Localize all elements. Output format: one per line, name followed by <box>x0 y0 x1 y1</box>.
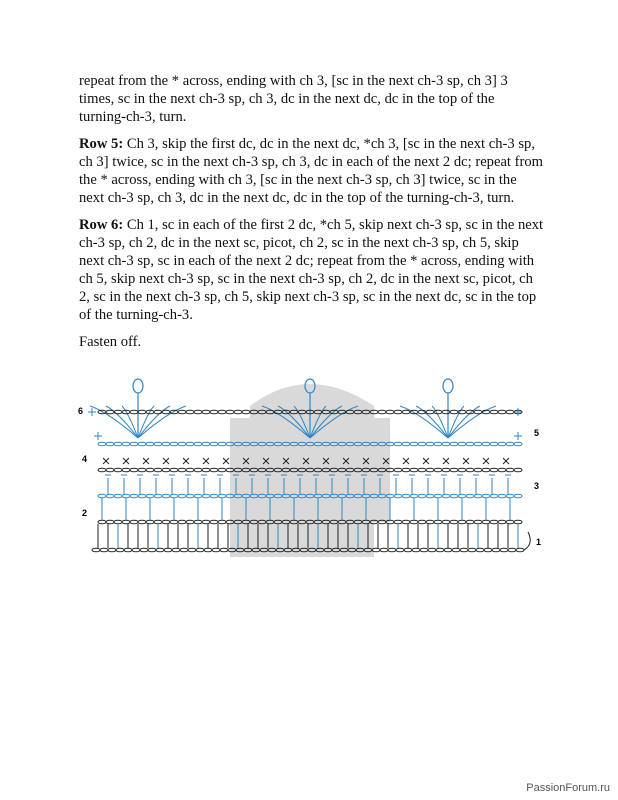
chain-stitch <box>410 410 418 414</box>
chain-stitch <box>154 520 162 524</box>
chain-stitch <box>500 548 508 552</box>
chain-stitch <box>194 468 202 472</box>
chain-stitch <box>202 494 210 498</box>
chain-stitch <box>130 494 138 498</box>
chain-stitch <box>418 494 426 498</box>
chain-stitch <box>516 548 524 552</box>
chain-stitch <box>106 520 114 524</box>
chain-stitch <box>468 548 476 552</box>
chain-stitch <box>220 548 228 552</box>
chain-stitch <box>460 548 468 552</box>
chain-stitch <box>170 520 178 524</box>
chain-stitch <box>434 410 442 414</box>
chain-stitch <box>162 520 170 524</box>
chain-stitch <box>162 494 170 498</box>
double-crochet <box>425 475 431 494</box>
paragraph-text: Ch 3, skip the first dc, dc in the next dc, *ch 3, [sc in the next ch-3 sp, ch 3] twice, sc in the next ch-3 sp, ch 3, dc in each of the next 2 dc; repeat from the * across, ending with ch 3, [sc in the next ch-3 sp, ch 3] twice, sc in the next ch-3 sp, ch 3, dc in the next dc, dc in the top of the turning-ch-3, turn. <box>79 136 543 206</box>
chain-stitch <box>180 548 188 552</box>
double-crochet <box>409 475 415 494</box>
chain-stitch <box>498 442 506 446</box>
row-label: Row 6: <box>79 217 124 233</box>
chain-stitch <box>506 442 514 446</box>
chain-stitch <box>474 494 482 498</box>
single-crochet <box>463 458 469 464</box>
pattern-text <box>79 72 544 360</box>
chain-stitch <box>418 520 426 524</box>
chain-stitch <box>186 410 194 414</box>
chain-stitch <box>506 410 514 414</box>
chain-stitch <box>466 442 474 446</box>
chain-stitch <box>452 548 460 552</box>
chain-stitch <box>410 468 418 472</box>
chain-stitch <box>474 442 482 446</box>
chain-stitch <box>106 410 114 414</box>
chain-stitch <box>418 442 426 446</box>
chain-stitch <box>196 548 204 552</box>
single-crochet <box>88 408 96 416</box>
chain-stitch <box>450 468 458 472</box>
chain-stitch <box>442 410 450 414</box>
chain-stitch <box>98 520 106 524</box>
chain-stitch <box>178 442 186 446</box>
crochet-chart-svg <box>78 372 548 562</box>
chain-stitch <box>410 442 418 446</box>
chain-stitch <box>92 548 100 552</box>
single-crochet <box>503 458 509 464</box>
crochet-chart <box>78 372 548 562</box>
chain-stitch <box>146 442 154 446</box>
single-crochet <box>123 458 129 464</box>
row-number-label: 5 <box>534 428 540 438</box>
single-crochet <box>423 458 429 464</box>
turning-chain <box>524 532 530 550</box>
chain-stitch <box>210 520 218 524</box>
chain-stitch <box>130 468 138 472</box>
chain-stitch <box>458 442 466 446</box>
chain-stitch <box>476 548 484 552</box>
chain-stitch <box>498 520 506 524</box>
chain-stitch <box>474 468 482 472</box>
chain-stitch <box>466 468 474 472</box>
chain-stitch <box>402 468 410 472</box>
chain-stitch <box>146 468 154 472</box>
double-crochet <box>121 475 127 494</box>
row-number-label: 1 <box>536 537 542 547</box>
chain-stitch <box>202 410 210 414</box>
chain-stitch <box>380 548 388 552</box>
chain-stitch <box>194 494 202 498</box>
double-crochet <box>153 475 159 494</box>
chain-stitch <box>138 520 146 524</box>
paragraph-row-5 <box>79 135 544 207</box>
chain-stitch <box>506 494 514 498</box>
chain-stitch <box>114 468 122 472</box>
chain-stitch <box>426 468 434 472</box>
chain-stitch <box>204 548 212 552</box>
single-crochet <box>483 458 489 464</box>
chain-stitch <box>212 548 220 552</box>
chain-stitch <box>202 468 210 472</box>
chain-stitch <box>156 548 164 552</box>
chain-stitch <box>218 468 226 472</box>
chain-stitch <box>434 520 442 524</box>
chain-stitch <box>498 468 506 472</box>
chain-stitch <box>434 468 442 472</box>
chain-stitch <box>426 494 434 498</box>
chain-stitch <box>482 442 490 446</box>
chain-stitch <box>466 494 474 498</box>
chain-stitch <box>210 494 218 498</box>
chain-stitch <box>106 494 114 498</box>
chain-stitch <box>188 548 196 552</box>
chain-stitch <box>514 494 522 498</box>
chain-stitch <box>106 468 114 472</box>
chain-stitch <box>490 410 498 414</box>
chain-stitch <box>402 494 410 498</box>
chain-stitch <box>218 410 226 414</box>
chain-stitch <box>394 494 402 498</box>
single-crochet <box>103 458 109 464</box>
chain-stitch <box>164 548 172 552</box>
chain-stitch <box>396 548 404 552</box>
chain-stitch <box>130 442 138 446</box>
row-number-label: 2 <box>82 508 88 518</box>
chain-stitch <box>218 494 226 498</box>
chain-stitch <box>442 468 450 472</box>
double-crochet <box>441 475 447 494</box>
chain-stitch <box>404 548 412 552</box>
chain-stitch <box>218 520 226 524</box>
chain-stitch <box>124 548 132 552</box>
chain-stitch <box>514 468 522 472</box>
single-crochet <box>403 458 409 464</box>
chain-stitch <box>202 520 210 524</box>
chain-stitch <box>490 442 498 446</box>
chain-stitch <box>138 442 146 446</box>
chain-stitch <box>162 410 170 414</box>
double-crochet <box>457 475 463 494</box>
chain-stitch <box>154 494 162 498</box>
paragraph-text: Fasten off. <box>79 334 142 350</box>
single-crochet <box>514 432 522 440</box>
chain-stitch <box>130 410 138 414</box>
chain-stitch <box>178 410 186 414</box>
chain-stitch <box>436 548 444 552</box>
chain-stitch <box>394 442 402 446</box>
double-crochet <box>505 475 511 494</box>
chain-stitch <box>178 494 186 498</box>
double-crochet <box>393 475 399 494</box>
chain-stitch <box>122 468 130 472</box>
single-crochet <box>143 458 149 464</box>
chain-stitch <box>186 520 194 524</box>
chain-stitch <box>138 468 146 472</box>
chain-stitch <box>444 548 452 552</box>
single-crochet <box>163 458 169 464</box>
chain-stitch <box>490 468 498 472</box>
double-crochet <box>201 475 207 494</box>
chain-stitch <box>426 410 434 414</box>
chain-stitch <box>506 468 514 472</box>
chain-stitch <box>210 410 218 414</box>
chain-stitch <box>106 442 114 446</box>
chain-stitch <box>178 468 186 472</box>
chain-stitch <box>108 548 116 552</box>
chain-stitch <box>402 410 410 414</box>
chain-stitch <box>410 520 418 524</box>
chain-stitch <box>386 410 394 414</box>
chain-stitch <box>482 520 490 524</box>
chain-stitch <box>450 410 458 414</box>
chain-stitch <box>122 494 130 498</box>
chain-stitch <box>186 468 194 472</box>
chain-stitch <box>482 468 490 472</box>
chain-stitch <box>148 548 156 552</box>
chain-stitch <box>394 410 402 414</box>
chain-stitch <box>498 494 506 498</box>
chain-stitch <box>458 520 466 524</box>
chain-stitch <box>154 468 162 472</box>
chain-stitch <box>498 410 506 414</box>
chain-stitch <box>506 520 514 524</box>
chain-stitch <box>394 520 402 524</box>
row-label: Row 5: <box>79 136 124 152</box>
row-number-label: 3 <box>534 481 540 491</box>
chain-stitch <box>378 410 386 414</box>
chain-stitch <box>418 468 426 472</box>
chain-stitch <box>450 520 458 524</box>
chain-stitch <box>474 410 482 414</box>
single-crochet <box>203 458 209 464</box>
chain-stitch <box>114 520 122 524</box>
chain-stitch <box>466 520 474 524</box>
chain-stitch <box>450 442 458 446</box>
chain-stitch <box>130 520 138 524</box>
chain-stitch <box>194 410 202 414</box>
single-crochet <box>514 408 522 416</box>
chain-stitch <box>194 442 202 446</box>
chain-stitch <box>140 548 148 552</box>
chain-stitch <box>100 548 108 552</box>
chain-stitch <box>210 442 218 446</box>
chain-stitch <box>434 494 442 498</box>
chain-stitch <box>458 468 466 472</box>
chain-stitch <box>402 520 410 524</box>
chain-stitch <box>178 520 186 524</box>
chain-stitch <box>114 442 122 446</box>
chain-stitch <box>442 520 450 524</box>
chain-stitch <box>186 442 194 446</box>
picot <box>443 379 453 393</box>
single-crochet <box>183 458 189 464</box>
chain-stitch <box>132 548 140 552</box>
chain-stitch <box>98 442 106 446</box>
chain-stitch <box>138 494 146 498</box>
chain-stitch <box>162 442 170 446</box>
chain-stitch <box>474 520 482 524</box>
chain-stitch <box>210 468 218 472</box>
chain-stitch <box>426 520 434 524</box>
chain-stitch <box>194 520 202 524</box>
chain-stitch <box>388 548 396 552</box>
chain-stitch <box>412 548 420 552</box>
double-crochet <box>217 475 223 494</box>
double-crochet <box>185 475 191 494</box>
chain-stitch <box>98 494 106 498</box>
double-crochet <box>137 475 143 494</box>
double-crochet <box>169 475 175 494</box>
row-number-label: 6 <box>78 406 84 416</box>
chain-stitch <box>122 520 130 524</box>
chain-stitch <box>170 442 178 446</box>
paragraph-text: Ch 1, sc in each of the first 2 dc, *ch 5, skip next ch-3 sp, sc in the next ch-3 sp, ch 2, dc in the next sc, picot, ch 2, sc in the next ch-3 sp, ch 5, skip next ch-3 sp, sc in each of the next 2 dc; repeat from the * across, ending with ch 5, skip next ch-3 sp, sc in the next ch-3 sp, ch 2, dc in the next sc, picot, ch 2, sc in the next ch-3 sp, ch 5, skip next ch-3 sp, sc in the next dc, sc in the top of the turning-ch-3. <box>79 217 544 323</box>
chain-stitch <box>162 468 170 472</box>
chain-stitch <box>226 410 234 414</box>
chain-stitch <box>242 410 250 414</box>
chain-stitch <box>146 494 154 498</box>
chain-stitch <box>426 442 434 446</box>
chain-stitch <box>410 494 418 498</box>
picot <box>133 379 143 393</box>
paragraph-row-6 <box>79 216 544 324</box>
chain-stitch <box>490 494 498 498</box>
chain-stitch <box>114 494 122 498</box>
single-crochet <box>94 432 102 440</box>
chain-stitch <box>514 442 522 446</box>
chain-stitch <box>98 468 106 472</box>
paragraph-fasten-off <box>79 333 544 351</box>
chain-stitch <box>402 442 410 446</box>
paragraph-text: repeat from the * across, ending with ch 3, [sc in the next ch-3 sp, ch 3] 3 times, sc in the next ch-3 sp, ch 3, dc in the next dc, dc in the top of the turning-ch-3, turn. <box>79 73 508 125</box>
chain-stitch <box>450 494 458 498</box>
chain-stitch <box>234 410 242 414</box>
chain-stitch <box>154 442 162 446</box>
chain-stitch <box>122 442 130 446</box>
chain-stitch <box>138 410 146 414</box>
chain-stitch <box>170 468 178 472</box>
chain-stitch <box>442 494 450 498</box>
chain-stitch <box>442 442 450 446</box>
chain-stitch <box>434 442 442 446</box>
chain-stitch <box>116 548 124 552</box>
chain-stitch <box>146 520 154 524</box>
chain-stitch <box>170 494 178 498</box>
chain-stitch <box>202 442 210 446</box>
chain-stitch <box>420 548 428 552</box>
chain-stitch <box>186 494 194 498</box>
chain-stitch <box>428 548 436 552</box>
chain-stitch <box>492 548 500 552</box>
double-crochet <box>105 475 111 494</box>
chain-stitch <box>514 520 522 524</box>
watermark: PassionForum.ru <box>526 782 610 794</box>
chain-stitch <box>172 548 180 552</box>
chain-stitch <box>508 548 516 552</box>
chain-stitch <box>490 520 498 524</box>
chain-stitch <box>458 494 466 498</box>
chain-stitch <box>482 494 490 498</box>
chain-stitch <box>484 548 492 552</box>
paragraph-continued <box>79 72 544 126</box>
double-crochet <box>489 475 495 494</box>
double-crochet <box>473 475 479 494</box>
single-crochet <box>223 458 229 464</box>
row-number-label: 4 <box>82 454 88 464</box>
chain-stitch <box>218 442 226 446</box>
chain-stitch <box>394 468 402 472</box>
single-crochet <box>443 458 449 464</box>
